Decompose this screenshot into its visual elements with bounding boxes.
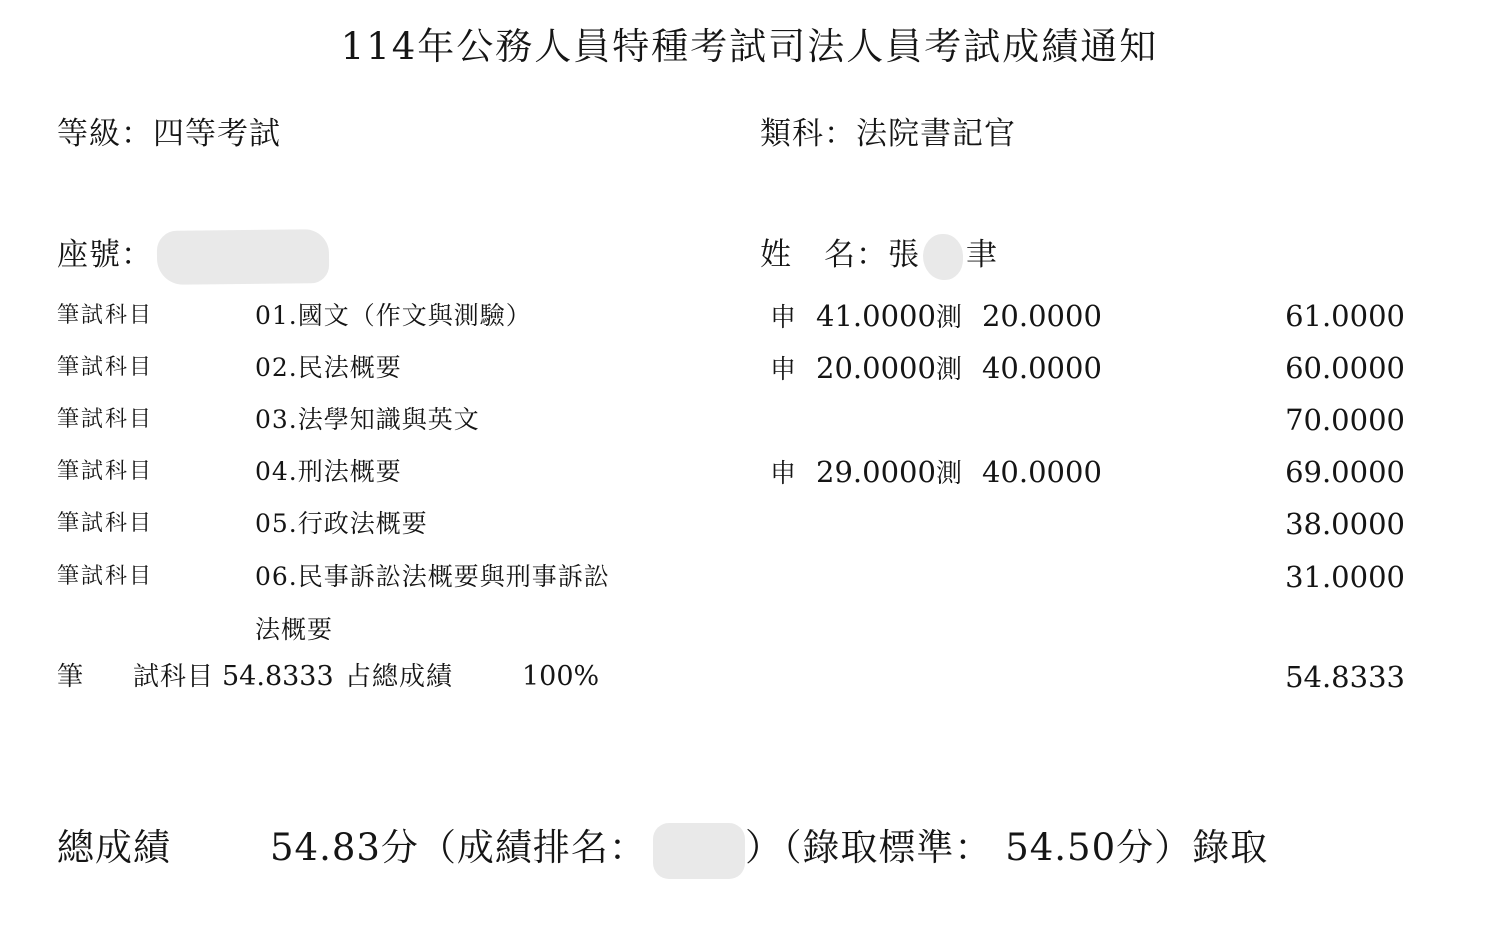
name-surname: 張 (888, 237, 920, 273)
row-label: 筆試科目 (57, 511, 154, 536)
total-label: 總成績 (57, 826, 171, 869)
summary-row (0, 651, 1499, 703)
test-label: 測 (935, 303, 962, 333)
essay-score: 29.0000 (816, 455, 936, 489)
subject-name-continued: 法概要 (255, 615, 334, 644)
subject-name: 02.民法概要 (255, 353, 402, 382)
seat-number-field (57, 226, 329, 284)
table-row (0, 342, 1499, 394)
rank-close: ） (744, 826, 783, 869)
essay-score: 41.0000 (816, 299, 936, 333)
table-row (0, 394, 1499, 446)
component-scores (770, 342, 1102, 396)
row-label: 筆試科目 (57, 303, 154, 328)
summary-score: 54.8333 (1285, 660, 1405, 694)
grade-value: 四等考試 (153, 116, 281, 152)
test-score: 40.0000 (981, 351, 1102, 385)
summary-label-part1: 筆 (57, 662, 84, 692)
redacted-rank (653, 823, 745, 879)
name-last-character: 聿 (966, 237, 998, 273)
subject-score: 38.0000 (1285, 507, 1405, 541)
summary-label-part2: 試科目 (133, 662, 215, 692)
subject-name: 05.行政法概要 (255, 509, 428, 538)
test-score: 20.0000 (981, 299, 1102, 333)
essay-label: 申 (770, 303, 797, 333)
essay-label: 申 (770, 355, 797, 385)
table-row-wrap (0, 604, 1499, 656)
grade-field (57, 108, 281, 160)
result-text: 錄取 (1192, 826, 1269, 869)
redacted-name-character (923, 234, 963, 280)
row-label: 筆試科目 (57, 459, 154, 484)
essay-score: 20.0000 (816, 351, 936, 385)
summary-weight-label: 占總成績 (345, 662, 454, 692)
table-row (0, 290, 1499, 342)
row-label: 筆試科目 (57, 564, 154, 589)
subject-score: 31.0000 (1285, 560, 1405, 594)
subject-name: 06.民事訴訟法概要與刑事訴訟 (255, 562, 610, 591)
redacted-seat-number (157, 229, 330, 285)
subject-score: 61.0000 (1285, 299, 1405, 333)
summary-average: 54.8333 (222, 661, 334, 692)
test-label: 測 (935, 355, 962, 385)
component-scores (770, 446, 1102, 500)
subject-score: 70.0000 (1285, 403, 1405, 437)
document-title: 114年公務人員特種考試司法人員考試成績通知 (340, 25, 1159, 68)
name-field (760, 226, 998, 284)
table-row (0, 498, 1499, 550)
test-label: 測 (935, 459, 962, 489)
total-value: 54.83分 (270, 826, 419, 869)
table-row (0, 551, 1499, 603)
table-row (0, 446, 1499, 498)
name-label: 姓 名： (760, 237, 888, 273)
test-score: 40.0000 (981, 455, 1102, 489)
total-detail (270, 818, 1268, 879)
seat-number-label: 座號： (57, 237, 153, 273)
row-label: 筆試科目 (57, 355, 154, 380)
category-field (760, 108, 1016, 160)
cutoff-text: （錄取標準： 54.50分） (782, 826, 1193, 869)
summary-weight: 100% (522, 661, 600, 692)
rank-open: （成績排名： (418, 826, 647, 869)
category-value: 法院書記官 (856, 116, 1016, 152)
subject-score: 69.0000 (1285, 455, 1405, 489)
grade-label: 等級： (57, 116, 153, 152)
category-label: 類科： (760, 116, 856, 152)
subject-score: 60.0000 (1285, 351, 1405, 385)
subject-name: 01.國文（作文與測驗） (255, 301, 532, 330)
subject-name: 04.刑法概要 (255, 457, 402, 486)
component-scores (770, 290, 1102, 344)
total-score-line (0, 818, 1499, 878)
essay-label: 申 (770, 459, 797, 489)
subject-name: 03.法學知識與英文 (255, 405, 480, 434)
row-label: 筆試科目 (57, 407, 154, 432)
